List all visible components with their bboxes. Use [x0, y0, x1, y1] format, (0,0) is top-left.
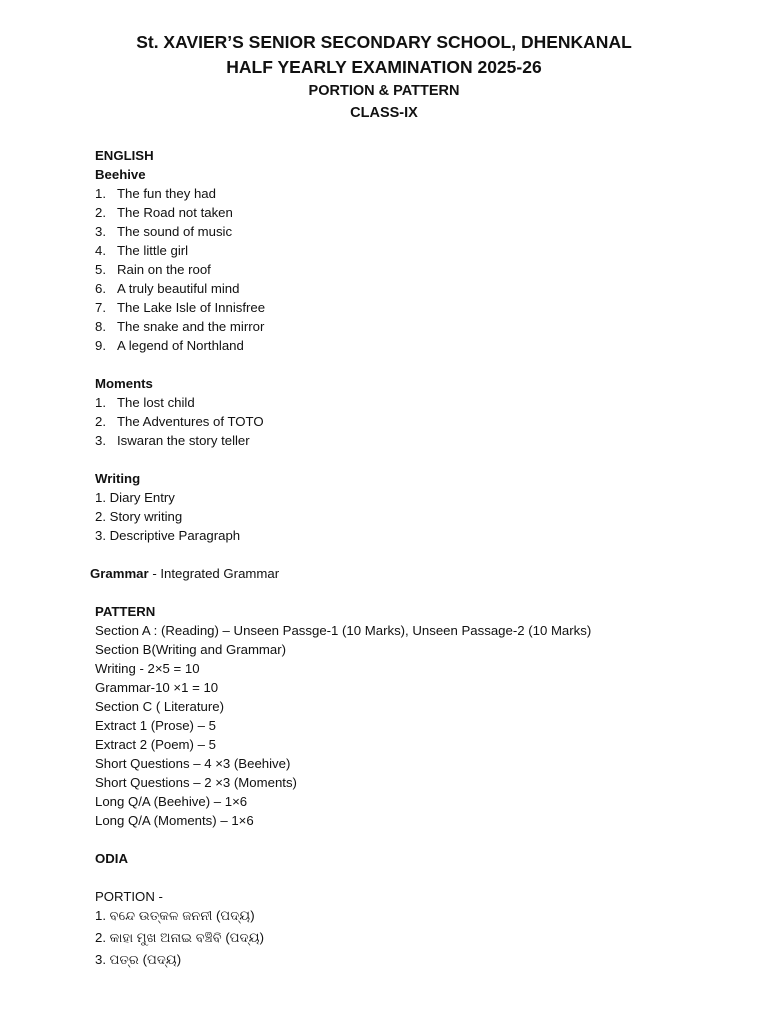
document-body [90, 146, 735, 972]
odia-list [95, 906, 735, 972]
exam-title: HALF YEARLY EXAMINATION 2025-26 [226, 57, 542, 77]
pattern-heading: PATTERN [95, 604, 156, 619]
list-item: 2. Story writing [95, 509, 183, 524]
pattern-line: Grammar-10 ×1 = 10 [95, 680, 219, 695]
pattern-line: Extract 1 (Prose) – 5 [95, 718, 216, 733]
list-item: 2. କାହା ମୁଖ ଅନାଇ ବଞ୍ଚିବି (ପଦ୍ୟ) [95, 930, 265, 945]
subtitle: PORTION & PATTERN [308, 83, 460, 99]
pattern-line: Short Questions – 2 ×3 (Moments) [95, 775, 297, 790]
pattern-line: Section A : (Reading) – Unseen Passge-1 (10 Marks), Unseen Passage-2 (10 Marks) [95, 623, 592, 638]
list-item: 6. A truly beautiful mind [95, 281, 240, 296]
odia-heading: ODIA [95, 851, 128, 866]
list-item: 3. The sound of music [95, 224, 233, 239]
list-item: 1. ବନ୍ଦେ ଉତ୍କଳ ଜନନୀ (ପଦ୍ୟ) [95, 908, 255, 923]
class-label: CLASS-IX [350, 105, 418, 121]
list-item: 3. Descriptive Paragraph [95, 528, 241, 543]
beehive-heading: Beehive [95, 167, 146, 182]
list-item: 1. Diary Entry [95, 490, 175, 505]
list-item: 8. The snake and the mirror [95, 319, 265, 334]
list-item: 3. Iswaran the story teller [95, 433, 250, 448]
spacer [95, 355, 735, 374]
pattern-line: Long Q/A (Moments) – 1×6 [95, 813, 254, 828]
grammar-text: - Integrated Grammar [148, 566, 280, 581]
grammar-label: Grammar [90, 566, 149, 581]
spacer [95, 830, 735, 849]
list-item: 1. The lost child [95, 395, 195, 410]
moments-heading: Moments [95, 376, 153, 391]
pattern-line: Extract 2 (Poem) – 5 [95, 737, 216, 752]
list-item: 2. The Road not taken [95, 205, 233, 220]
spacer [95, 583, 735, 602]
pattern-line: Writing - 2×5 = 10 [95, 661, 200, 676]
english-heading: ENGLISH [95, 148, 154, 163]
writing-heading: Writing [95, 471, 141, 486]
list-item: 7. The Lake Isle of Innisfree [95, 300, 266, 315]
pattern-line: Short Questions – 4 ×3 (Beehive) [95, 756, 291, 771]
list-item: 2. The Adventures of TOTO [95, 414, 264, 429]
writing-list [95, 488, 735, 545]
spacer [95, 868, 735, 887]
pattern-line: Long Q/A (Beehive) – 1×6 [95, 794, 248, 809]
spacer [95, 450, 735, 469]
moments-list [95, 393, 735, 450]
pattern-line: Section C ( Literature) [95, 699, 224, 714]
spacer [95, 545, 735, 564]
list-item: 5. Rain on the roof [95, 262, 211, 277]
school-name: St. XAVIER’S SENIOR SECONDARY SCHOOL, DHENKANAL [136, 32, 632, 52]
document-header [0, 30, 768, 124]
pattern-list [95, 621, 735, 830]
list-item: 4. The little girl [95, 243, 189, 258]
list-item: 1. The fun they had [95, 186, 216, 201]
beehive-list [95, 184, 735, 355]
list-item: 3. ପତ୍ର (ପଦ୍ୟ) [95, 952, 182, 967]
list-item: 9. A legend of Northland [95, 338, 244, 353]
pattern-line: Section B(Writing and Grammar) [95, 642, 287, 657]
grammar-line [90, 564, 735, 583]
odia-portion-label: PORTION - [95, 889, 163, 904]
